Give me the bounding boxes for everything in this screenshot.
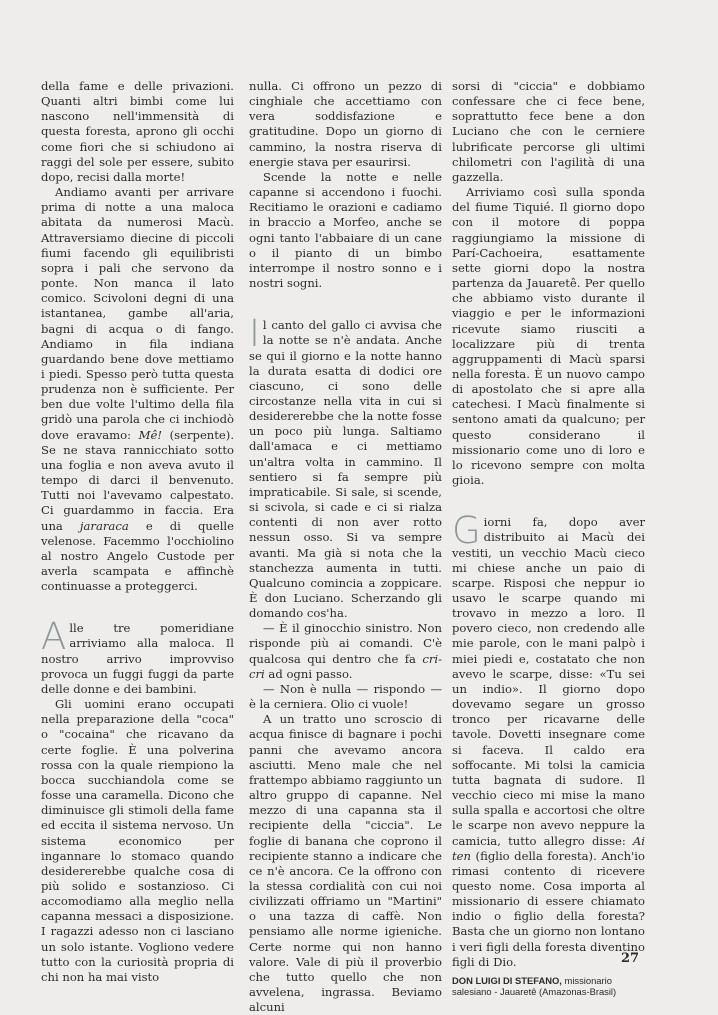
paragraph: nulla. Ci offrono un pezzo di cinghiale che accettiamo con vera soddisfazione e gratitudine. Dopo un giorno di cammino, la nostra riserva di energie stava per esaurirsi. bbox=[249, 79, 442, 169]
paragraph-with-drop-cap bbox=[249, 312, 442, 621]
paragraph: A un tratto uno scroscio di acqua finisce di bagnare i pochi panni che avevamo ancora asciutti. Meno male che nel frattempo abbiamo raggiunto un altro gruppo di capanne. Nel mezzo di una capanna sta il recipiente della "ciccia". Le foglie di banana che coprono il recipiente stanno a indicare che ce n'è ancora. Ce la offrono con la stessa cordialità con cui noi civilizzati offriamo un "Martini" o una tazza di caffè. Non pensiamo alle norme igieniche. Certe norme qui non hanno valore. Vale di più il proverbio che tutto quello che non avvelena, ingrassa. Beviamo alcuni bbox=[249, 712, 442, 1015]
text-run: e di quelle velenose. Facemmo l'occhiolino al nostro Angelo Custode per averla scampata e affinchè continuasse a proteggerci. bbox=[41, 518, 234, 594]
text-run: — È il ginocchio sinistro. Non risponde più ai comandi. C'è qualcosa qui dentro che fa bbox=[249, 621, 442, 666]
italic-word: cri-cri bbox=[249, 651, 442, 681]
text-run: iorni fa, dopo aver distribuito ai Macù dei vestiti, un vecchio Macù cieco mi chiese anche un paio di scarpe. Risposi che neppur io usavo le scarpe quando mi trovavo in mezzo a loro. Il povero cieco, non credendo alle mie parole, con le mani palpò i miei piedi e, costatato che non avevo le scarpe, disse: «Tu sei un indio». Il giorno dopo dovevamo segare un grosso tronco per ricavarne delle tavole. Dovetti insegnare come si faceva. Il caldo era soffocante. Mi tolsi la camicia tutta bagnata di sudore. Il vecchio cieco mi mise la mano sulla spalla e accortosi che oltre le scarpe non avevo neppure la camicia, tutto allegro disse: bbox=[452, 515, 645, 848]
paragraph-with-drop-cap bbox=[452, 509, 645, 970]
drop-cap: G bbox=[452, 509, 481, 553]
text-column-right bbox=[452, 79, 645, 997]
paragraph: Gli uomini erano occupati nella preparazione della "coca" o "cocaina" che ricavano da certe foglie. È una polverina rossa con la quale riempiono la bocca succhiandola come se fosse una caramella. Dicono che diminuisce gli stimoli della fame ed eccita il sistema nervoso. Un sistema economico per ingannare lo stomaco quando desidererebbe qualche cosa di più solido e sostanzioso. Ci accomodiamo alla meglio nella capanna messaci a disposizione. I ragazzi adesso non ci lasciano un solo istante. Vogliono vedere tutto con la curiosità propria di chi non ha mai visto bbox=[41, 697, 234, 984]
text-run: l canto del gallo ci avvisa che la notte se n'è andata. Anche se qui il giorno e la notte hanno la durata esatta di dodici ore ciascuno, ci sono delle circostanze nella vita in cui si desidererebbe che la notte fosse un poco più lunga. Saltiamo dall'amaca e ci mettiamo un'altra volta in cammino. Il sentiero si fa sempre più impraticabile. Si sale, si scende, si scivola, si cade e ci si rialza contenti di non aver rotto nessun osso. Si va sempre avanti. Ma già si nota che la stanchezza aumenta in tutti. Qualcuno comincia a zoppicare. È don Luciano. Scherzando gli domando cos'ha. bbox=[249, 318, 442, 621]
paragraph: — Non è nulla — rispondo — è la cerniera. Olio ci vuole! bbox=[249, 681, 442, 712]
author-name: DON LUIGI DI STEFANO, bbox=[452, 974, 562, 986]
text-column-middle bbox=[249, 79, 442, 1015]
paragraph: sorsi di "ciccia" e dobbiamo confessare che ci fece bene, soprattutto fece bene a don Luciano che con le cerniere lubrificate percorse gli ultimi chilometri con l'agilità di una gazzella. bbox=[452, 79, 645, 184]
text-column-left bbox=[41, 79, 234, 985]
paragraph bbox=[249, 621, 442, 682]
text-run: (serpente). Se ne stava rannicchiato sotto una foglia e non aveva avuto il tempo di darci il benvenuto. Tutti noi l'avevamo calpestato. Ci guardammo in faccia. Era una bbox=[41, 427, 235, 533]
page-number: 27 bbox=[621, 951, 640, 966]
text-run: ad ogni passo. bbox=[264, 666, 353, 681]
drop-cap: A bbox=[41, 615, 67, 659]
text-run: Andiamo avanti per arrivare prima di notte a una maloca abitata da numerosi Macù. Attraversiamo diecine di piccoli fiumi facendo gli equilibristi sopra i pali che servono da ponte. Non manca il lato comico. Scivoloni degni di una istantanea, gambe all'aria, bagni di acqua o di fango. Andiamo in fila indiana guardando bene dove mettiamo i piedi. Spesso però tutta questa prudenza non è sufficiente. Per ben due volte l'ultimo della fila gridò una parola che ci inchiodò dove eravamo: bbox=[41, 185, 234, 442]
drop-cap: I bbox=[249, 312, 260, 356]
italic-word: Ai ten bbox=[452, 833, 645, 863]
italic-word: jararaca bbox=[79, 518, 129, 533]
author-role: missionario salesiano - Jauaretê (Amazonas-Brasil) bbox=[452, 974, 617, 997]
author-signature bbox=[452, 975, 645, 997]
paragraph bbox=[41, 185, 234, 594]
paragraph-with-drop-cap bbox=[41, 615, 234, 697]
text-run: lle tre pomeridiane arriviamo alla maloca. Il nostro arrivo improvviso provoca un fuggi fuggi da parte delle donne e dei bambini. bbox=[41, 621, 234, 696]
paragraph: della fame e delle privazioni. Quanti altri bimbi come lui nascono nell'immensità di questa foresta, aprono gli occhi come fiori che si schiudono ai raggi del sole per essere, subito dopo, recisi dalla morte! bbox=[41, 79, 234, 184]
italic-word: Mê! bbox=[138, 427, 163, 442]
paragraph: Scende la notte e nelle capanne si accendono i fuochi. Recitiamo le orazioni e cadiamo in braccio a Morfeo, anche se ogni tanto l'abbaiare di un cane o il pianto di un bimbo interrompe il nostro sonno e i nostri sogni. bbox=[249, 169, 442, 291]
text-run: (figlio della foresta). Anch'io rimasi contento di ricevere questo nome. Cosa importa al missionario di essere chiamato indio o figlio della foresta? Basta che un giorno non lontano i veri figli della foresta diventino figli di Dio. bbox=[452, 848, 645, 969]
paragraph: Arriviamo così sulla sponda del fiume Tiquié. Il giorno dopo con il motore di poppa raggiungiamo la missione di Parí-Cachoeira, esattamente sette giorni dopo la nostra partenza da Jauaretê. Per quello che abbiamo visto durante il viaggio e per le informazioni ricevute siamo riusciti a localizzare più di trenta aggruppamenti di Macù sparsi nella foresta. È un nuovo campo di apostolato che si apre alla catechesi. I Macù finalmente si sentono amati da qualcuno; per questo considerano il missionario come uno di loro e lo ricevono sempre con molta gioia. bbox=[452, 185, 645, 488]
